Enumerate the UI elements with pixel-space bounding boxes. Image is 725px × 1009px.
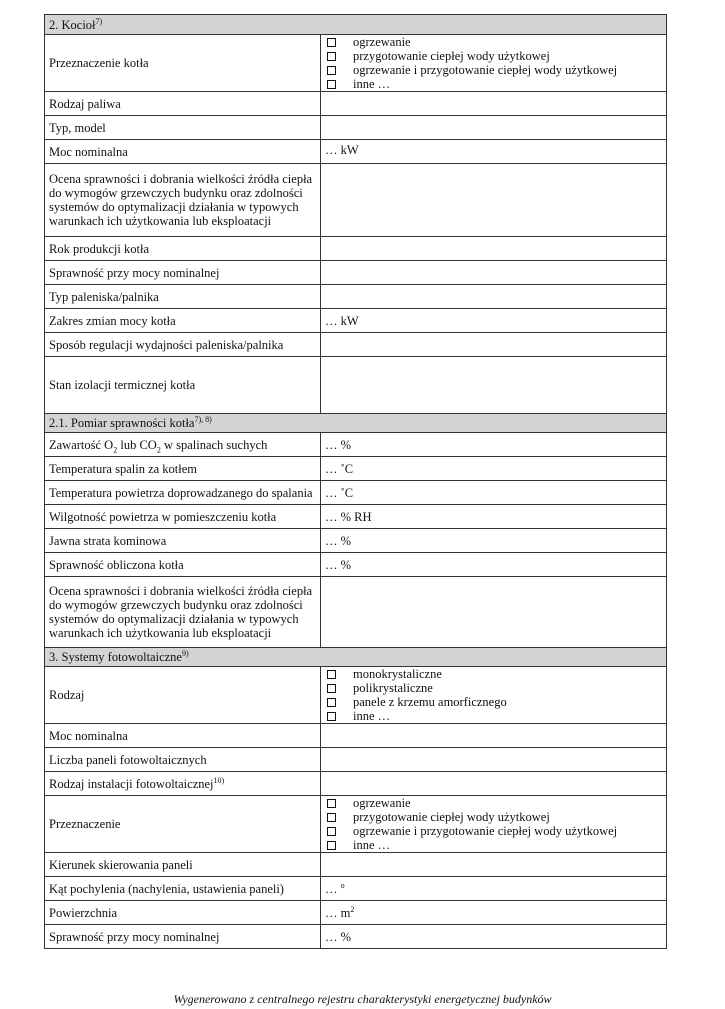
value-cell-area[interactable] [321, 901, 667, 925]
option-amorphous[interactable] [325, 695, 662, 709]
value-cell[interactable] [321, 333, 667, 357]
option-heating-and-hot-water[interactable] [325, 63, 662, 77]
footnote-ref: 7), 8) [194, 414, 212, 424]
row-label: Stan izolacji termicznej kotła [45, 357, 321, 414]
footnote-ref: 7) [95, 16, 103, 26]
option-list [321, 667, 667, 724]
option-list [321, 35, 667, 92]
form-row [45, 237, 667, 261]
section-header-boiler [45, 15, 667, 35]
row-label: Liczba paneli fotowoltaicznych [45, 748, 321, 772]
checkbox-icon[interactable] [327, 66, 336, 75]
row-label: Rodzaj [45, 667, 321, 724]
form-row [45, 748, 667, 772]
row-label-o2-co2 [45, 433, 321, 457]
value-cell-angle[interactable] [321, 877, 667, 901]
form-row [45, 285, 667, 309]
value-cell[interactable]: … % [321, 553, 667, 577]
option-label: monokrystaliczne [353, 667, 442, 681]
row-label: Rodzaj paliwa [45, 92, 321, 116]
value-cell[interactable] [321, 357, 667, 414]
checkbox-icon[interactable] [327, 799, 336, 808]
row-label: Temperatura powietrza doprowadzanego do spalania [45, 481, 321, 505]
option-other[interactable] [325, 709, 662, 723]
section-header-photovoltaic [45, 648, 667, 667]
form-row [45, 481, 667, 505]
checkbox-icon[interactable] [327, 80, 336, 89]
value-text: … m [325, 905, 351, 920]
subscript: 2 [156, 445, 161, 454]
row-label: Powierzchnia [45, 901, 321, 925]
option-hot-water[interactable] [325, 49, 662, 63]
subscript: 2 [113, 445, 118, 454]
section-header-boiler-efficiency [45, 414, 667, 433]
form-row [45, 333, 667, 357]
option-heating[interactable] [325, 35, 662, 49]
option-label: ogrzewanie [353, 796, 411, 810]
option-label: ogrzewanie [353, 35, 411, 49]
row-label: Temperatura spalin za kotłem [45, 457, 321, 481]
option-label: przygotowanie ciepłej wody użytkowej [353, 49, 550, 63]
section-title: 3. Systemy fotowoltaiczne [49, 650, 182, 664]
row-label: Moc nominalna [45, 140, 321, 164]
form-row [45, 357, 667, 414]
option-heating[interactable] [325, 796, 662, 810]
value-cell[interactable] [321, 92, 667, 116]
value-cell[interactable]: … % [321, 433, 667, 457]
value-cell[interactable]: … % RH [321, 505, 667, 529]
footnote-ref: 10) [213, 775, 225, 785]
row-label: Sposób regulacji wydajności paleniska/palnika [45, 333, 321, 357]
form-row [45, 164, 667, 237]
option-list [321, 796, 667, 853]
option-label: przygotowanie ciepłej wody użytkowej [353, 810, 550, 824]
checkbox-icon[interactable] [327, 813, 336, 822]
row-label: Sprawność przy mocy nominalnej [45, 261, 321, 285]
value-cell[interactable]: … % [321, 925, 667, 949]
value-cell[interactable] [321, 853, 667, 877]
checkbox-icon[interactable] [327, 712, 336, 721]
footnote-ref: 9) [181, 648, 189, 658]
option-polycrystalline[interactable] [325, 681, 662, 695]
form-row [45, 853, 667, 877]
value-cell[interactable]: … kW [321, 309, 667, 333]
value-cell[interactable] [321, 164, 667, 237]
form-row [45, 140, 667, 164]
value-cell[interactable] [321, 116, 667, 140]
form-row [45, 261, 667, 285]
checkbox-icon[interactable] [327, 52, 336, 61]
form-row [45, 116, 667, 140]
row-label: Moc nominalna [45, 724, 321, 748]
row-label: Wilgotność powietrza w pomieszczeniu kotła [45, 505, 321, 529]
value-cell[interactable]: … ˚C [321, 457, 667, 481]
degree-unit: o [340, 880, 345, 890]
label-part: Zawartość O [49, 437, 114, 452]
value-cell[interactable] [321, 772, 667, 796]
form-row [45, 667, 667, 724]
form-row [45, 925, 667, 949]
row-label: Kierunek skierowania paneli [45, 853, 321, 877]
row-label: Typ, model [45, 116, 321, 140]
option-other[interactable] [325, 838, 662, 852]
label-part: lub CO [117, 437, 157, 452]
option-monocrystalline[interactable] [325, 667, 662, 681]
form-row [45, 901, 667, 925]
section-title: 2. Kocioł [49, 17, 96, 32]
row-label: Ocena sprawności i dobrania wielkości źródła ciepła do wymogów grzewczych budynku oraz zdolności systemów do optymalizacji działania w typowych warunkach ich użytkowania lub eksploatacji [45, 577, 321, 648]
option-hot-water[interactable] [325, 810, 662, 824]
option-label: inne … [353, 838, 391, 852]
form-row [45, 92, 667, 116]
checkbox-icon[interactable] [327, 670, 336, 679]
checkbox-icon[interactable] [327, 38, 336, 47]
boiler-pv-form-table [44, 14, 667, 949]
row-label: Typ paleniska/palnika [45, 285, 321, 309]
row-label: Ocena sprawności i dobrania wielkości źródła ciepła do wymogów grzewczych budynku oraz zdolności systemów do optymalizacji działania w typowych warunkach ich użytkowania lub eksploatacji [45, 164, 321, 237]
checkbox-icon[interactable] [327, 827, 336, 836]
value-cell[interactable] [321, 577, 667, 648]
form-row [45, 772, 667, 796]
row-label: Przeznaczenie [45, 796, 321, 853]
value-cell[interactable] [321, 261, 667, 285]
checkbox-icon[interactable] [327, 698, 336, 707]
value-cell[interactable] [321, 285, 667, 309]
option-label: polikrystaliczne [353, 681, 433, 695]
value-cell[interactable] [321, 748, 667, 772]
page-footer: Wygenerowano z centralnego rejestru charakterystyki energetycznej budynków [173, 992, 552, 1006]
label-part: w spalinach suchych [160, 437, 268, 452]
form-row [45, 553, 667, 577]
option-heating-and-hot-water[interactable] [325, 824, 662, 838]
option-label: inne … [353, 709, 391, 723]
row-label-pv-installation [45, 772, 321, 796]
value-cell[interactable]: … % [321, 529, 667, 553]
option-label: inne … [353, 77, 391, 91]
checkbox-icon[interactable] [327, 841, 336, 850]
form-row [45, 796, 667, 853]
row-label: Kąt pochylenia (nachylenia, ustawienia paneli) [45, 877, 321, 901]
checkbox-icon[interactable] [327, 684, 336, 693]
option-label: ogrzewanie i przygotowanie ciepłej wody użytkowej [353, 824, 618, 838]
form-row [45, 457, 667, 481]
row-label: Rok produkcji kotła [45, 237, 321, 261]
form-row [45, 724, 667, 748]
value-cell[interactable] [321, 237, 667, 261]
row-label: Sprawność obliczona kotła [45, 553, 321, 577]
form-row [45, 35, 667, 92]
form-row [45, 577, 667, 648]
row-label: Jawna strata kominowa [45, 529, 321, 553]
section-title: 2.1. Pomiar sprawności kotła [49, 416, 195, 430]
area-unit-exponent: 2 [350, 904, 355, 914]
form-row [45, 877, 667, 901]
row-label: Sprawność przy mocy nominalnej [45, 925, 321, 949]
form-row [45, 529, 667, 553]
form-row [45, 505, 667, 529]
form-row [45, 433, 667, 457]
option-label: ogrzewanie i przygotowanie ciepłej wody użytkowej [353, 63, 618, 77]
option-label: panele z krzemu amorficznego [353, 695, 507, 709]
value-cell[interactable]: … kW [321, 140, 667, 164]
label-part: Rodzaj instalacji fotowoltaicznej [49, 776, 214, 791]
value-cell[interactable]: … ˚C [321, 481, 667, 505]
row-label: Zakres zmian mocy kotła [45, 309, 321, 333]
row-label: Przeznaczenie kotła [45, 35, 321, 92]
value-cell[interactable] [321, 724, 667, 748]
option-other[interactable] [325, 77, 662, 91]
form-row [45, 309, 667, 333]
value-text: … [325, 881, 341, 896]
